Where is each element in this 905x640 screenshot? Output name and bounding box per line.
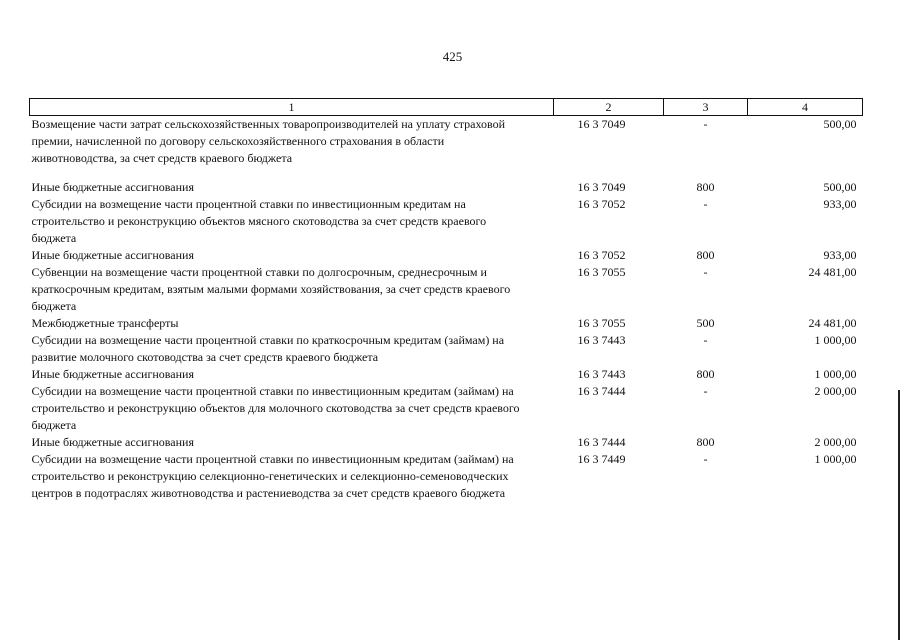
row-code: 16 3 7444 xyxy=(577,435,626,449)
row-type: - xyxy=(703,265,708,279)
table-row xyxy=(30,332,863,366)
row-type: - xyxy=(703,333,708,347)
table-row xyxy=(30,247,863,264)
row-type: - xyxy=(703,117,708,131)
row-type: 800 xyxy=(696,180,715,194)
column-header-4: 4 xyxy=(748,99,863,116)
row-type: - xyxy=(703,452,708,466)
scan-edge-line xyxy=(898,390,900,640)
row-name: Субвенции на возмещение части процентной ставки по долгосрочным, среднесрочным и краткосрочным кредитам, взятым малыми формами хозяйствования, за счет средств краевого бюджета xyxy=(31,265,511,313)
row-type: 800 xyxy=(696,367,715,381)
row-code: 16 3 7444 xyxy=(577,384,626,398)
row-name: Иные бюджетные ассигнования xyxy=(31,248,194,262)
row-type: 800 xyxy=(696,248,715,262)
table-row xyxy=(30,366,863,383)
row-amount: 500,00 xyxy=(823,117,857,131)
row-type: - xyxy=(703,384,708,398)
row-name: Иные бюджетные ассигнования xyxy=(31,180,194,194)
page-number: 425 xyxy=(442,49,463,64)
row-code: 16 3 7443 xyxy=(577,333,626,347)
row-name: Субсидии на возмещение части процентной ставки по инвестиционным кредитам (займам) на строительство и реконструкцию селекционно-генетических и селекционно-семеноводческих центров в подотраслях животноводства и растениеводства за счет средств краевого бюджета xyxy=(31,452,514,500)
row-amount: 933,00 xyxy=(823,197,857,211)
row-name: Иные бюджетные ассигнования xyxy=(31,367,194,381)
row-amount: 24 481,00 xyxy=(808,265,857,279)
column-header-3: 3 xyxy=(664,99,748,116)
row-amount: 1 000,00 xyxy=(814,452,857,466)
row-name: Субсидии на возмещение части процентной ставки по инвестиционным кредитам на строительство и реконструкцию объектов мясного скотоводства за счет средств краевого бюджета xyxy=(31,197,487,245)
row-amount: 933,00 xyxy=(823,248,857,262)
row-type: 500 xyxy=(696,316,715,330)
row-name: Возмещение части затрат сельскохозяйственных товаропроизводителей на уплату страховой премии, начисленной по договору сельскохозяйственного страхования в области животноводства, за счет средств краевого бюджета xyxy=(31,117,506,165)
table-row xyxy=(30,179,863,196)
row-name: Межбюджетные трансферты xyxy=(31,316,179,330)
column-header-2: 2 xyxy=(554,99,664,116)
row-code: 16 3 7055 xyxy=(577,265,626,279)
row-code: 16 3 7449 xyxy=(577,452,626,466)
row-name: Субсидии на возмещение части процентной ставки по краткосрочным кредитам (займам) на развитие молочного скотоводства за счет средств краевого бюджета xyxy=(31,333,505,364)
row-code: 16 3 7055 xyxy=(577,316,626,330)
row-amount: 1 000,00 xyxy=(814,367,857,381)
row-name: Субсидии на возмещение части процентной ставки по инвестиционным кредитам (займам) на строительство и реконструкцию объектов для молочного скотоводства за счет средств краевого бюджета xyxy=(31,384,520,432)
table-row xyxy=(30,196,863,247)
column-header-1: 1 xyxy=(30,99,554,116)
table-row xyxy=(30,116,863,180)
table-row xyxy=(30,383,863,434)
row-type: - xyxy=(703,197,708,211)
budget-table xyxy=(29,98,863,502)
row-amount: 2 000,00 xyxy=(814,384,857,398)
table-header-row xyxy=(30,99,863,116)
table-row xyxy=(30,264,863,315)
row-code: 16 3 7052 xyxy=(577,197,626,211)
row-code: 16 3 7443 xyxy=(577,367,626,381)
row-code: 16 3 7049 xyxy=(577,117,626,131)
row-name: Иные бюджетные ассигнования xyxy=(31,435,194,449)
table-row xyxy=(30,434,863,451)
table-row xyxy=(30,451,863,502)
row-code: 16 3 7052 xyxy=(577,248,626,262)
row-amount: 1 000,00 xyxy=(814,333,857,347)
row-amount: 2 000,00 xyxy=(814,435,857,449)
row-code: 16 3 7049 xyxy=(577,180,626,194)
row-amount: 24 481,00 xyxy=(808,316,857,330)
row-amount: 500,00 xyxy=(823,180,857,194)
table-row xyxy=(30,315,863,332)
row-type: 800 xyxy=(696,435,715,449)
